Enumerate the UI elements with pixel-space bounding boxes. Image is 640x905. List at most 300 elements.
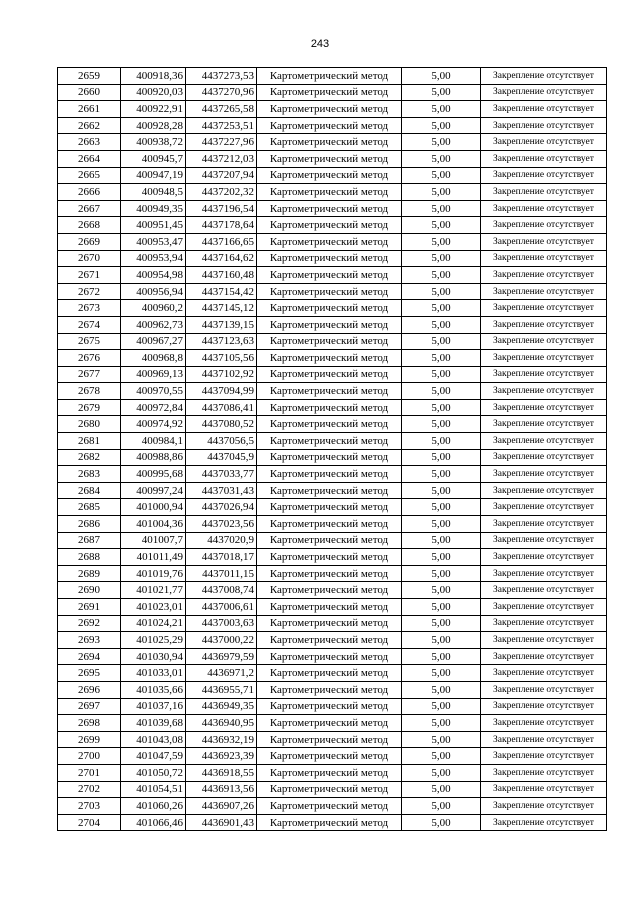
x-coordinate-cell: 400945,7 [121, 150, 186, 167]
fixing-cell: Закрепление отсутствует [481, 648, 607, 665]
fixing-cell: Закрепление отсутствует [481, 217, 607, 234]
fixing-cell: Закрепление отсутствует [481, 167, 607, 184]
method-cell: Картометрический метод [257, 200, 402, 217]
method-cell: Картометрический метод [257, 764, 402, 781]
table-row [58, 482, 607, 499]
x-coordinate-cell: 400984,1 [121, 433, 186, 450]
y-coordinate-cell: 4437207,94 [186, 167, 257, 184]
fixing-cell: Закрепление отсутствует [481, 333, 607, 350]
table-row [58, 134, 607, 151]
fixing-cell: Закрепление отсутствует [481, 466, 607, 483]
error-cell: 5,00 [402, 433, 481, 450]
y-coordinate-cell: 4437008,74 [186, 582, 257, 599]
point-number-cell: 2681 [58, 433, 121, 450]
point-number-cell: 2702 [58, 781, 121, 798]
x-coordinate-cell: 401047,59 [121, 748, 186, 765]
table-row [58, 648, 607, 665]
point-number-cell: 2662 [58, 117, 121, 134]
table-row [58, 333, 607, 350]
y-coordinate-cell: 4437056,5 [186, 433, 257, 450]
x-coordinate-cell: 400953,47 [121, 233, 186, 250]
fixing-cell: Закрепление отсутствует [481, 532, 607, 549]
method-cell: Картометрический метод [257, 283, 402, 300]
x-coordinate-cell: 401000,94 [121, 499, 186, 516]
point-number-cell: 2694 [58, 648, 121, 665]
x-coordinate-cell: 400969,13 [121, 366, 186, 383]
table-row [58, 68, 607, 85]
x-coordinate-cell: 401023,01 [121, 599, 186, 616]
table-row [58, 233, 607, 250]
table-row [58, 764, 607, 781]
x-coordinate-cell: 400974,92 [121, 416, 186, 433]
error-cell: 5,00 [402, 101, 481, 118]
point-number-cell: 2674 [58, 316, 121, 333]
error-cell: 5,00 [402, 416, 481, 433]
x-coordinate-cell: 400995,68 [121, 466, 186, 483]
method-cell: Картометрический метод [257, 715, 402, 732]
fixing-cell: Закрепление отсутствует [481, 715, 607, 732]
table-row [58, 698, 607, 715]
y-coordinate-cell: 4437227,96 [186, 134, 257, 151]
table-row [58, 715, 607, 732]
fixing-cell: Закрепление отсутствует [481, 599, 607, 616]
error-cell: 5,00 [402, 267, 481, 284]
table-row [58, 565, 607, 582]
method-cell: Картометрический метод [257, 599, 402, 616]
method-cell: Картометрический метод [257, 798, 402, 815]
table-row [58, 532, 607, 549]
method-cell: Картометрический метод [257, 549, 402, 566]
method-cell: Картометрический метод [257, 350, 402, 367]
x-coordinate-cell: 400956,94 [121, 283, 186, 300]
error-cell: 5,00 [402, 283, 481, 300]
y-coordinate-cell: 4437000,22 [186, 632, 257, 649]
point-number-cell: 2689 [58, 565, 121, 582]
y-coordinate-cell: 4437212,03 [186, 150, 257, 167]
method-cell: Картометрический метод [257, 449, 402, 466]
point-number-cell: 2673 [58, 300, 121, 317]
fixing-cell: Закрепление отсутствует [481, 681, 607, 698]
error-cell: 5,00 [402, 582, 481, 599]
fixing-cell: Закрепление отсутствует [481, 84, 607, 101]
method-cell: Картометрический метод [257, 565, 402, 582]
error-cell: 5,00 [402, 681, 481, 698]
x-coordinate-cell: 400988,86 [121, 449, 186, 466]
error-cell: 5,00 [402, 150, 481, 167]
x-coordinate-cell: 401025,29 [121, 632, 186, 649]
method-cell: Картометрический метод [257, 433, 402, 450]
error-cell: 5,00 [402, 117, 481, 134]
method-cell: Картометрический метод [257, 482, 402, 499]
error-cell: 5,00 [402, 366, 481, 383]
table-row [58, 250, 607, 267]
error-cell: 5,00 [402, 499, 481, 516]
y-coordinate-cell: 4436979,59 [186, 648, 257, 665]
point-number-cell: 2682 [58, 449, 121, 466]
table-row [58, 84, 607, 101]
y-coordinate-cell: 4437139,15 [186, 316, 257, 333]
point-number-cell: 2664 [58, 150, 121, 167]
x-coordinate-cell: 400954,98 [121, 267, 186, 284]
fixing-cell: Закрепление отсутствует [481, 632, 607, 649]
fixing-cell: Закрепление отсутствует [481, 798, 607, 815]
y-coordinate-cell: 4437011,15 [186, 565, 257, 582]
table-row [58, 267, 607, 284]
x-coordinate-cell: 400948,5 [121, 184, 186, 201]
y-coordinate-cell: 4437202,32 [186, 184, 257, 201]
fixing-cell: Закрепление отсутствует [481, 150, 607, 167]
error-cell: 5,00 [402, 200, 481, 217]
fixing-cell: Закрепление отсутствует [481, 748, 607, 765]
error-cell: 5,00 [402, 798, 481, 815]
method-cell: Картометрический метод [257, 117, 402, 134]
method-cell: Картометрический метод [257, 267, 402, 284]
point-number-cell: 2686 [58, 516, 121, 533]
point-number-cell: 2667 [58, 200, 121, 217]
point-number-cell: 2663 [58, 134, 121, 151]
y-coordinate-cell: 4437105,56 [186, 350, 257, 367]
point-number-cell: 2704 [58, 814, 121, 831]
table-row [58, 184, 607, 201]
table-row [58, 665, 607, 682]
point-number-cell: 2661 [58, 101, 121, 118]
fixing-cell: Закрепление отсутствует [481, 101, 607, 118]
fixing-cell: Закрепление отсутствует [481, 781, 607, 798]
error-cell: 5,00 [402, 217, 481, 234]
fixing-cell: Закрепление отсутствует [481, 698, 607, 715]
error-cell: 5,00 [402, 68, 481, 85]
point-number-cell: 2697 [58, 698, 121, 715]
fixing-cell: Закрепление отсутствует [481, 814, 607, 831]
table-row [58, 798, 607, 815]
x-coordinate-cell: 401060,26 [121, 798, 186, 815]
method-cell: Картометрический метод [257, 134, 402, 151]
table-row [58, 499, 607, 516]
error-cell: 5,00 [402, 449, 481, 466]
point-number-cell: 2659 [58, 68, 121, 85]
method-cell: Картометрический метод [257, 84, 402, 101]
error-cell: 5,00 [402, 599, 481, 616]
fixing-cell: Закрепление отсутствует [481, 516, 607, 533]
x-coordinate-cell: 401033,01 [121, 665, 186, 682]
error-cell: 5,00 [402, 764, 481, 781]
fixing-cell: Закрепление отсутствует [481, 433, 607, 450]
point-number-cell: 2698 [58, 715, 121, 732]
error-cell: 5,00 [402, 665, 481, 682]
point-number-cell: 2666 [58, 184, 121, 201]
x-coordinate-cell: 401004,36 [121, 516, 186, 533]
y-coordinate-cell: 4437196,54 [186, 200, 257, 217]
x-coordinate-cell: 401035,66 [121, 681, 186, 698]
table-row [58, 516, 607, 533]
table-row [58, 316, 607, 333]
method-cell: Картометрический метод [257, 217, 402, 234]
error-cell: 5,00 [402, 383, 481, 400]
fixing-cell: Закрепление отсутствует [481, 350, 607, 367]
table-row [58, 681, 607, 698]
point-number-cell: 2670 [58, 250, 121, 267]
x-coordinate-cell: 401030,94 [121, 648, 186, 665]
y-coordinate-cell: 4436932,19 [186, 731, 257, 748]
method-cell: Картометрический метод [257, 681, 402, 698]
method-cell: Картометрический метод [257, 665, 402, 682]
y-coordinate-cell: 4437178,64 [186, 217, 257, 234]
method-cell: Картометрический метод [257, 150, 402, 167]
error-cell: 5,00 [402, 516, 481, 533]
x-coordinate-cell: 400953,94 [121, 250, 186, 267]
fixing-cell: Закрепление отсутствует [481, 731, 607, 748]
point-number-cell: 2676 [58, 350, 121, 367]
point-number-cell: 2685 [58, 499, 121, 516]
method-cell: Картометрический метод [257, 184, 402, 201]
y-coordinate-cell: 4436971,2 [186, 665, 257, 682]
x-coordinate-cell: 400918,36 [121, 68, 186, 85]
x-coordinate-cell: 400947,19 [121, 167, 186, 184]
table-row [58, 582, 607, 599]
method-cell: Картометрический метод [257, 101, 402, 118]
x-coordinate-cell: 400960,2 [121, 300, 186, 317]
error-cell: 5,00 [402, 184, 481, 201]
point-number-cell: 2669 [58, 233, 121, 250]
fixing-cell: Закрепление отсутствует [481, 117, 607, 134]
y-coordinate-cell: 4437154,42 [186, 283, 257, 300]
error-cell: 5,00 [402, 632, 481, 649]
point-number-cell: 2703 [58, 798, 121, 815]
point-number-cell: 2690 [58, 582, 121, 599]
fixing-cell: Закрепление отсутствует [481, 366, 607, 383]
table-row [58, 781, 607, 798]
method-cell: Картометрический метод [257, 648, 402, 665]
table-row [58, 615, 607, 632]
error-cell: 5,00 [402, 532, 481, 549]
x-coordinate-cell: 400951,45 [121, 217, 186, 234]
fixing-cell: Закрепление отсутствует [481, 300, 607, 317]
error-cell: 5,00 [402, 731, 481, 748]
fixing-cell: Закрепление отсутствует [481, 449, 607, 466]
method-cell: Картометрический метод [257, 615, 402, 632]
table-row [58, 150, 607, 167]
fixing-cell: Закрепление отсутствует [481, 134, 607, 151]
fixing-cell: Закрепление отсутствует [481, 416, 607, 433]
x-coordinate-cell: 401007,7 [121, 532, 186, 549]
method-cell: Картометрический метод [257, 731, 402, 748]
fixing-cell: Закрепление отсутствует [481, 565, 607, 582]
table-row [58, 283, 607, 300]
table-row [58, 366, 607, 383]
error-cell: 5,00 [402, 134, 481, 151]
y-coordinate-cell: 4437094,99 [186, 383, 257, 400]
fixing-cell: Закрепление отсутствует [481, 665, 607, 682]
y-coordinate-cell: 4437045,9 [186, 449, 257, 466]
point-number-cell: 2660 [58, 84, 121, 101]
method-cell: Картометрический метод [257, 516, 402, 533]
x-coordinate-cell: 400967,27 [121, 333, 186, 350]
x-coordinate-cell: 401019,76 [121, 565, 186, 582]
table-row [58, 466, 607, 483]
table-body [58, 68, 607, 831]
y-coordinate-cell: 4437020,9 [186, 532, 257, 549]
table-row [58, 217, 607, 234]
method-cell: Картометрический метод [257, 68, 402, 85]
x-coordinate-cell: 401024,21 [121, 615, 186, 632]
method-cell: Картометрический метод [257, 399, 402, 416]
point-number-cell: 2700 [58, 748, 121, 765]
table-row [58, 731, 607, 748]
fixing-cell: Закрепление отсутствует [481, 482, 607, 499]
y-coordinate-cell: 4437006,61 [186, 599, 257, 616]
y-coordinate-cell: 4437026,94 [186, 499, 257, 516]
table-row [58, 632, 607, 649]
point-number-cell: 2684 [58, 482, 121, 499]
y-coordinate-cell: 4436901,43 [186, 814, 257, 831]
error-cell: 5,00 [402, 698, 481, 715]
point-number-cell: 2693 [58, 632, 121, 649]
point-number-cell: 2675 [58, 333, 121, 350]
table-row [58, 748, 607, 765]
fixing-cell: Закрепление отсутствует [481, 283, 607, 300]
error-cell: 5,00 [402, 333, 481, 350]
point-number-cell: 2695 [58, 665, 121, 682]
y-coordinate-cell: 4437023,56 [186, 516, 257, 533]
point-number-cell: 2691 [58, 599, 121, 616]
method-cell: Картометрический метод [257, 748, 402, 765]
error-cell: 5,00 [402, 549, 481, 566]
y-coordinate-cell: 4437102,92 [186, 366, 257, 383]
method-cell: Картометрический метод [257, 532, 402, 549]
fixing-cell: Закрепление отсутствует [481, 200, 607, 217]
y-coordinate-cell: 4436907,26 [186, 798, 257, 815]
y-coordinate-cell: 4436918,55 [186, 764, 257, 781]
method-cell: Картометрический метод [257, 233, 402, 250]
method-cell: Картометрический метод [257, 582, 402, 599]
error-cell: 5,00 [402, 565, 481, 582]
x-coordinate-cell: 400949,35 [121, 200, 186, 217]
error-cell: 5,00 [402, 814, 481, 831]
y-coordinate-cell: 4437080,52 [186, 416, 257, 433]
error-cell: 5,00 [402, 250, 481, 267]
method-cell: Картометрический метод [257, 167, 402, 184]
method-cell: Картометрический метод [257, 316, 402, 333]
error-cell: 5,00 [402, 482, 481, 499]
point-number-cell: 2677 [58, 366, 121, 383]
error-cell: 5,00 [402, 84, 481, 101]
x-coordinate-cell: 400962,73 [121, 316, 186, 333]
fixing-cell: Закрепление отсутствует [481, 499, 607, 516]
y-coordinate-cell: 4437033,77 [186, 466, 257, 483]
fixing-cell: Закрепление отсутствует [481, 549, 607, 566]
y-coordinate-cell: 4437003,63 [186, 615, 257, 632]
y-coordinate-cell: 4437123,63 [186, 333, 257, 350]
x-coordinate-cell: 401043,08 [121, 731, 186, 748]
x-coordinate-cell: 400997,24 [121, 482, 186, 499]
page-number: 243 [310, 38, 330, 50]
fixing-cell: Закрепление отсутствует [481, 615, 607, 632]
point-number-cell: 2680 [58, 416, 121, 433]
y-coordinate-cell: 4437265,58 [186, 101, 257, 118]
y-coordinate-cell: 4436923,39 [186, 748, 257, 765]
table-row [58, 814, 607, 831]
error-cell: 5,00 [402, 399, 481, 416]
x-coordinate-cell: 400928,28 [121, 117, 186, 134]
y-coordinate-cell: 4437166,65 [186, 233, 257, 250]
y-coordinate-cell: 4437270,96 [186, 84, 257, 101]
y-coordinate-cell: 4437164,62 [186, 250, 257, 267]
method-cell: Картометрический метод [257, 300, 402, 317]
table-row [58, 200, 607, 217]
fixing-cell: Закрепление отсутствует [481, 250, 607, 267]
y-coordinate-cell: 4436913,56 [186, 781, 257, 798]
fixing-cell: Закрепление отсутствует [481, 233, 607, 250]
y-coordinate-cell: 4436949,35 [186, 698, 257, 715]
method-cell: Картометрический метод [257, 383, 402, 400]
fixing-cell: Закрепление отсутствует [481, 184, 607, 201]
table-row [58, 101, 607, 118]
point-number-cell: 2687 [58, 532, 121, 549]
error-cell: 5,00 [402, 300, 481, 317]
method-cell: Картометрический метод [257, 466, 402, 483]
y-coordinate-cell: 4437031,43 [186, 482, 257, 499]
table-row [58, 416, 607, 433]
method-cell: Картометрический метод [257, 781, 402, 798]
error-cell: 5,00 [402, 466, 481, 483]
method-cell: Картометрический метод [257, 333, 402, 350]
method-cell: Картометрический метод [257, 250, 402, 267]
point-number-cell: 2665 [58, 167, 121, 184]
table-row [58, 167, 607, 184]
fixing-cell: Закрепление отсутствует [481, 316, 607, 333]
x-coordinate-cell: 401054,51 [121, 781, 186, 798]
table-row [58, 117, 607, 134]
table-row [58, 549, 607, 566]
y-coordinate-cell: 4437160,48 [186, 267, 257, 284]
point-number-cell: 2671 [58, 267, 121, 284]
x-coordinate-cell: 401050,72 [121, 764, 186, 781]
x-coordinate-cell: 401037,16 [121, 698, 186, 715]
error-cell: 5,00 [402, 648, 481, 665]
y-coordinate-cell: 4436955,71 [186, 681, 257, 698]
point-number-cell: 2679 [58, 399, 121, 416]
table-row [58, 449, 607, 466]
method-cell: Картометрический метод [257, 698, 402, 715]
x-coordinate-cell: 401011,49 [121, 549, 186, 566]
method-cell: Картометрический метод [257, 416, 402, 433]
error-cell: 5,00 [402, 615, 481, 632]
table-row [58, 433, 607, 450]
method-cell: Картометрический метод [257, 366, 402, 383]
y-coordinate-cell: 4437018,17 [186, 549, 257, 566]
method-cell: Картометрический метод [257, 814, 402, 831]
error-cell: 5,00 [402, 233, 481, 250]
fixing-cell: Закрепление отсутствует [481, 267, 607, 284]
x-coordinate-cell: 401066,46 [121, 814, 186, 831]
x-coordinate-cell: 400938,72 [121, 134, 186, 151]
x-coordinate-cell: 401021,77 [121, 582, 186, 599]
fixing-cell: Закрепление отсутствует [481, 582, 607, 599]
error-cell: 5,00 [402, 350, 481, 367]
point-number-cell: 2699 [58, 731, 121, 748]
error-cell: 5,00 [402, 781, 481, 798]
method-cell: Картометрический метод [257, 499, 402, 516]
coordinates-table [57, 67, 607, 831]
error-cell: 5,00 [402, 316, 481, 333]
x-coordinate-cell: 400968,8 [121, 350, 186, 367]
fixing-cell: Закрепление отсутствует [481, 764, 607, 781]
y-coordinate-cell: 4436940,95 [186, 715, 257, 732]
point-number-cell: 2678 [58, 383, 121, 400]
fixing-cell: Закрепление отсутствует [481, 383, 607, 400]
y-coordinate-cell: 4437273,53 [186, 68, 257, 85]
point-number-cell: 2668 [58, 217, 121, 234]
